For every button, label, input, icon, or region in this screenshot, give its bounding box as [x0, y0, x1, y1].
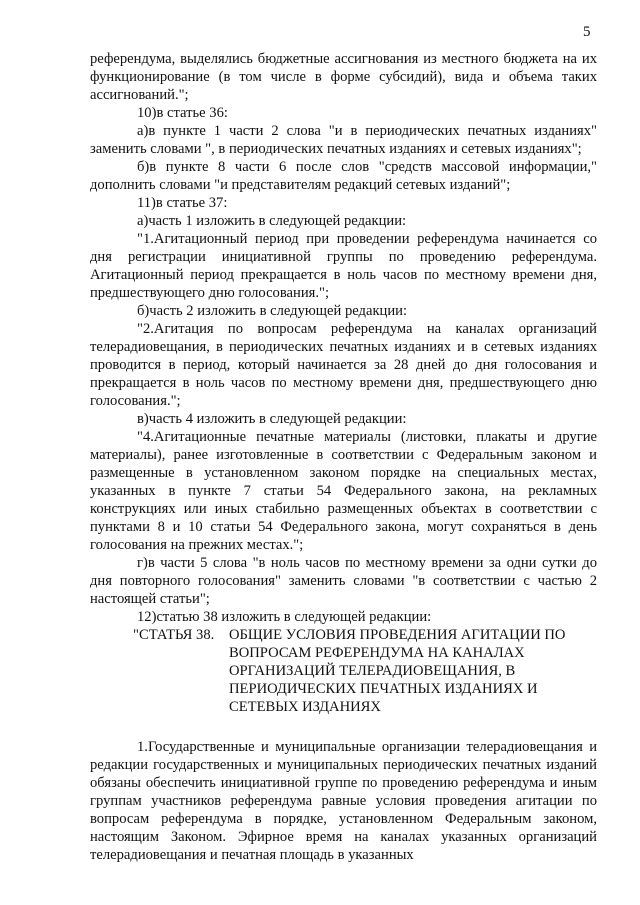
- paragraph-item-11a: а)часть 1 изложить в следующей редакции:: [137, 213, 407, 229]
- page-number: 5: [583, 24, 591, 40]
- article-heading-prefix: "СТАТЬЯ 38.: [133, 627, 215, 643]
- paragraph-article-38-part-1: 1.Государственные и муниципальные организации телерадиовещания и редакции государственных и муниципальных периодических печатных изданий обязаны обеспечить инициативной группе по проведению референдума и иным группам участников референдума равные условия проведения агитации по вопросам референдума в порядке, установленном Федеральным законом, настоящим Законом. Эфирное время на каналах указанных организаций телерадиовещания и печатная площадь в указанных: [90, 739, 597, 863]
- paragraph-item-10a: а)в пункте 1 части 2 слова "и в периодических печатных изданиях" заменить словами ", в периодических печатных изданиях и сетевых изданиях";: [90, 123, 597, 157]
- paragraph-item-11b: б)часть 2 изложить в следующей редакции:: [137, 303, 408, 319]
- paragraph-part-2-text: "2.Агитация по вопросам референдума на каналах организаций телерадиовещания, в периодических печатных изданиях и в сетевых изданиях проводится в период, который начинается за 28 дней до дня голосования и прекращается в ноль часов по местному времени дня, предшествующего дню голосования.";: [90, 321, 597, 409]
- paragraph-item-11g: г)в части 5 слова "в ноль часов по местному времени за одни сутки до дня повторного голосования" заменить словами "в соответствии с частью 2 настоящей статьи";: [90, 555, 597, 607]
- paragraph-part-4-text: "4.Агитационные печатные материалы (листовки, плакаты и другие материалы), ранее изготовленные в соответствии с Федеральным законом и размещенные в установленном законом порядке на специальных местах, указанных в пункте 7 статьи 54 Федерального закона, на рекламных конструкциях или иных стабильно размещенных объектах в соответствии с пунктами 8 и 10 статьи 54 Федерального закона, могут сохраняться в день голосования на прежних местах.";: [90, 429, 597, 553]
- article-heading-title: ОБЩИЕ УСЛОВИЯ ПРОВЕДЕНИЯ АГИТАЦИИ ПО ВОПРОСАМ РЕФЕРЕНДУМА НА КАНАЛАХ ОРГАНИЗАЦИЙ ТЕЛЕРАДИОВЕЩАНИЯ, В ПЕРИОДИЧЕСКИХ ПЕЧАТНЫХ ИЗДАНИЯХ И СЕТЕВЫХ ИЗДАНИЯХ: [229, 627, 566, 715]
- paragraph-item-10: 10)в статье 36:: [137, 105, 228, 121]
- document-body: [90, 50, 597, 864]
- spacer: [90, 716, 597, 738]
- paragraph-item-10b: б)в пункте 8 части 6 после слов "средств массовой информации," дополнить словами "и представителям редакций сетевых изданий";: [90, 159, 597, 193]
- article-heading: [90, 626, 597, 716]
- paragraph-referendum-funding: референдума, выделялись бюджетные ассигнования из местного бюджета на их функционирование (в том числе в форме субсидий), вида и объема таких ассигнований.";: [90, 51, 597, 103]
- paragraph-item-11v: в)часть 4 изложить в следующей редакции:: [137, 411, 407, 427]
- paragraph-part-1-text: "1.Агитационный период при проведении референдума начинается со дня регистрации инициативной группы по проведению референдума. Агитационный период прекращается в ноль часов по местному времени дня, предшествующего дню голосования.";: [90, 231, 597, 301]
- paragraph-item-11: 11)в статье 37:: [137, 195, 228, 211]
- paragraph-item-12: 12)статью 38 изложить в следующей редакции:: [137, 609, 432, 625]
